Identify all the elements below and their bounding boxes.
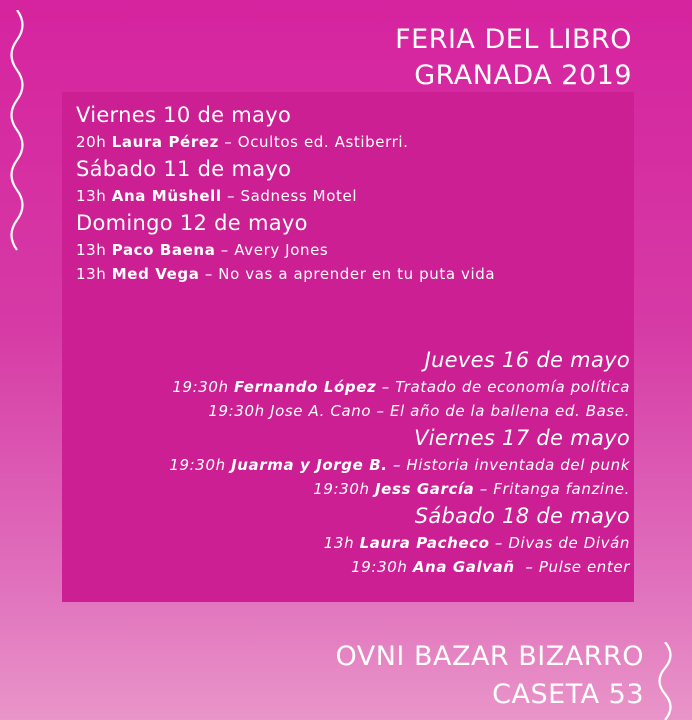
event-book: Ocultos ed. Astiberri. bbox=[237, 133, 409, 151]
event-separator: – bbox=[376, 378, 396, 396]
title-line-1: FERIA DEL LIBRO bbox=[395, 24, 632, 55]
venue-name: OVNI BAZAR BIZARRO bbox=[335, 641, 644, 672]
event-book: Tratado de economía política bbox=[395, 378, 630, 396]
event-separator: – bbox=[218, 133, 238, 151]
event-author: Paco Baena bbox=[111, 241, 216, 259]
schedule-block-2 bbox=[169, 345, 630, 579]
event-line bbox=[169, 375, 630, 399]
event-author: Ana Müshell bbox=[111, 187, 222, 205]
event-book: Avery Jones bbox=[234, 241, 329, 259]
day-heading: Jueves 16 de mayo bbox=[424, 348, 630, 372]
event-title bbox=[395, 22, 632, 94]
day-heading: Viernes 17 de mayo bbox=[414, 426, 630, 450]
event-line bbox=[169, 453, 630, 477]
event-time: 19:30h bbox=[172, 378, 235, 396]
event-time: 19:30h bbox=[351, 558, 413, 576]
event-author: Fernando López bbox=[234, 378, 377, 396]
event-time: 13h bbox=[76, 241, 112, 259]
event-author: Laura Pérez bbox=[111, 133, 219, 151]
event-separator: – bbox=[489, 534, 509, 552]
venue-booth: CASETA 53 bbox=[492, 679, 644, 710]
event-author: Med Vega bbox=[111, 265, 200, 283]
day-heading: Sábado 11 de mayo bbox=[76, 157, 292, 181]
event-separator: – bbox=[371, 402, 390, 420]
event-time: 13h bbox=[76, 265, 112, 283]
event-time: 13h bbox=[76, 187, 112, 205]
day-heading: Domingo 12 de mayo bbox=[76, 211, 308, 235]
event-author: Laura Pacheco bbox=[359, 534, 490, 552]
event-author: Jess García bbox=[374, 480, 475, 498]
event-line bbox=[169, 477, 630, 501]
event-time: 20h bbox=[76, 133, 112, 151]
event-separator: – bbox=[199, 265, 219, 283]
event-separator: – bbox=[387, 456, 407, 474]
event-book: Pulse enter bbox=[538, 558, 630, 576]
day-heading: Sábado 18 de mayo bbox=[414, 504, 630, 528]
schedule-block-1 bbox=[76, 100, 495, 286]
event-line bbox=[169, 531, 630, 555]
event-time: 19:30h bbox=[208, 402, 271, 420]
event-book: No vas a aprender en tu puta vida bbox=[218, 265, 496, 283]
event-book: Historia inventada del punk bbox=[406, 456, 630, 474]
event-book: Fritanga fanzine. bbox=[493, 480, 630, 498]
event-line bbox=[76, 130, 495, 154]
day-heading: Viernes 10 de mayo bbox=[76, 103, 292, 127]
event-separator: – bbox=[474, 480, 494, 498]
venue-footer bbox=[335, 638, 644, 714]
title-line-2: GRANADA 2019 bbox=[414, 60, 632, 91]
squiggle-icon bbox=[652, 642, 678, 720]
event-separator: – bbox=[221, 187, 241, 205]
event-time: 19:30h bbox=[313, 480, 375, 498]
event-line bbox=[76, 238, 495, 262]
squiggle-icon bbox=[4, 10, 30, 255]
event-time: 13h bbox=[323, 534, 360, 552]
event-line bbox=[76, 262, 495, 286]
event-line bbox=[169, 555, 630, 579]
event-line bbox=[76, 184, 495, 208]
event-separator: – bbox=[514, 558, 539, 576]
event-author: Juarma y Jorge B. bbox=[231, 456, 388, 474]
event-author: Ana Galvañ bbox=[412, 558, 515, 576]
event-line bbox=[169, 399, 630, 423]
event-time: 19:30h bbox=[169, 456, 232, 474]
event-book: Divas de Diván bbox=[508, 534, 630, 552]
event-book: Sadness Motel bbox=[240, 187, 358, 205]
event-separator: – bbox=[215, 241, 235, 259]
event-author: Jose A. Cano bbox=[270, 402, 372, 420]
event-book: El año de la ballena ed. Base. bbox=[389, 402, 630, 420]
